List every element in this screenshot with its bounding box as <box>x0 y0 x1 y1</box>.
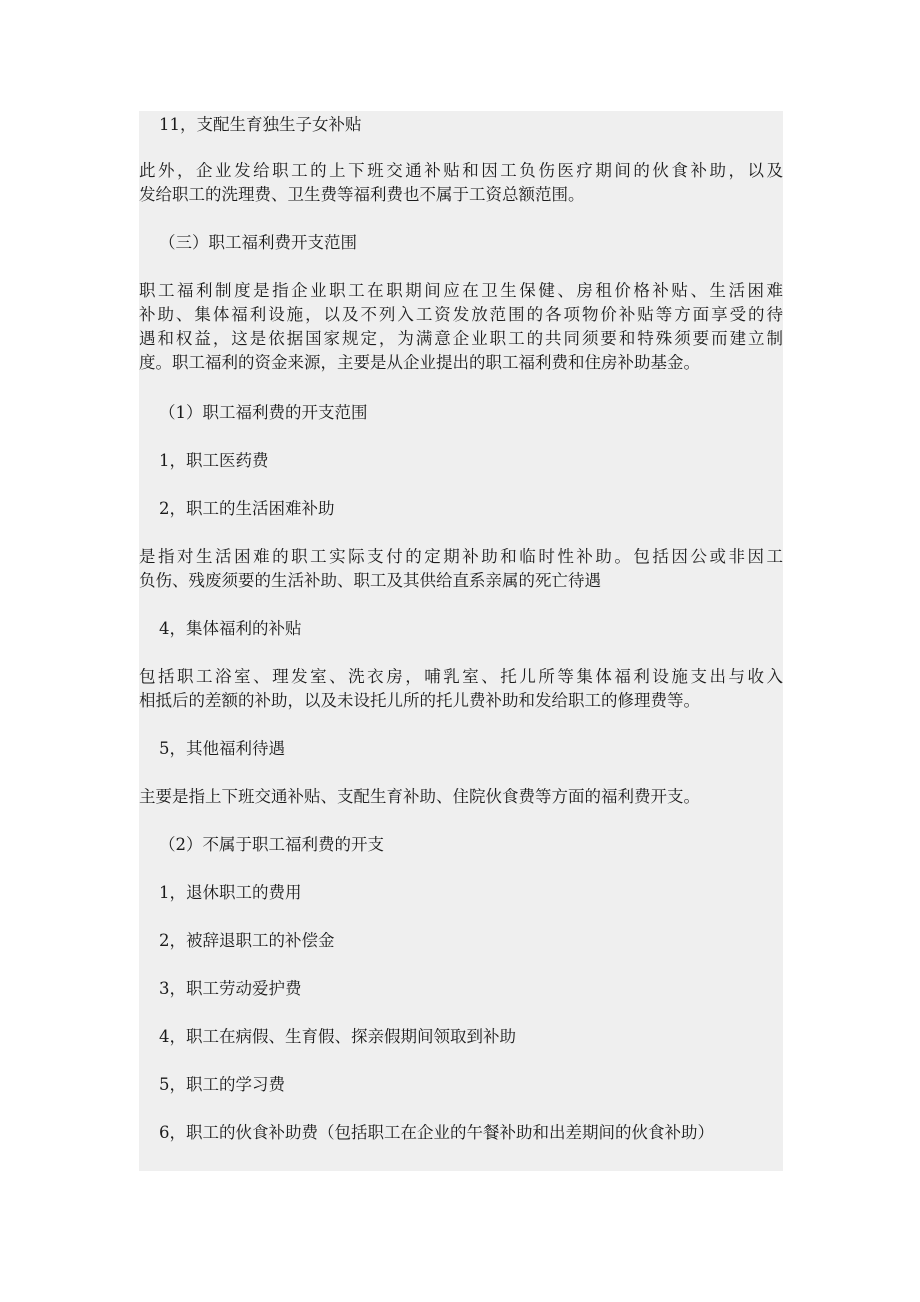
paragraph-line: 遇和权益，这是依据国家规定，为满意企业职工的共同须要和特殊须要而建立制 <box>139 329 783 348</box>
item-heading-11: 11，支配生育独生子女补贴 <box>159 115 362 134</box>
item-heading-hardship: 2，职工的生活困难补助 <box>159 499 335 518</box>
paragraph-line: 主要是指上下班交通补贴、支配生育补助、住院伙食费等方面的福利费开支。 <box>139 787 700 806</box>
paragraph-line: 负伤、残废须要的生活补助、职工及其供给直系亲属的死亡待遇 <box>139 571 601 590</box>
paragraph-collective-detail <box>139 665 783 713</box>
paragraph-other-detail <box>139 785 783 809</box>
paragraph-line: 度。职工福利的资金来源，主要是从企业提出的职工福利费和住房补助基金。 <box>139 353 700 372</box>
paragraph-line: 是指对生活困难的职工实际支付的定期补助和临时性补助。包括因公或非因工 <box>139 547 783 566</box>
item-heading-meal: 6，职工的伙食补助费（包括职工在企业的午餐补助和出差期间的伙食补助） <box>159 1123 714 1142</box>
item-heading-leave-subsidy: 4，职工在病假、生育假、探亲假期间领取到补助 <box>159 1027 516 1046</box>
paragraph-welfare-system <box>139 279 783 375</box>
paragraph-line: 相抵后的差额的补助，以及未设托儿所的托儿费补助和发给职工的修理费等。 <box>139 691 700 710</box>
section-heading-welfare-scope: （三）职工福利费开支范围 <box>159 233 357 252</box>
item-heading-labor-protection: 3，职工劳动爱护费 <box>159 979 302 998</box>
item-heading-dismissal: 2，被辞退职工的补偿金 <box>159 931 335 950</box>
item-heading-retired: 1，退休职工的费用 <box>159 883 302 902</box>
document-page <box>139 111 783 1171</box>
paragraph-line: 包括职工浴室、理发室、洗衣房，哺乳室、托儿所等集体福利设施支出与收入 <box>139 667 783 686</box>
item-heading-medical: 1，职工医药费 <box>159 451 269 470</box>
subsection-heading-2: （2）不属于职工福利费的开支 <box>159 835 384 854</box>
paragraph-transport-allowance <box>139 159 783 207</box>
paragraph-line: 补助、集体福利设施，以及不列入工资发放范围的各项物价补贴等方面享受的待 <box>139 305 783 324</box>
paragraph-line: 职工福利制度是指企业职工在职期间应在卫生保健、房租价格补贴、生活困难 <box>139 281 783 300</box>
subsection-heading-1: （1）职工福利费的开支范围 <box>159 403 368 422</box>
item-heading-study: 5，职工的学习费 <box>159 1075 285 1094</box>
paragraph-hardship-detail <box>139 545 783 593</box>
item-heading-collective: 4，集体福利的补贴 <box>159 619 302 638</box>
paragraph-line: 此外，企业发给职工的上下班交通补贴和因工负伤医疗期间的伙食补助，以及 <box>139 161 783 180</box>
item-heading-other: 5，其他福利待遇 <box>159 739 285 758</box>
paragraph-line: 发给职工的洗理费、卫生费等福利费也不属于工资总额范围。 <box>139 185 585 204</box>
